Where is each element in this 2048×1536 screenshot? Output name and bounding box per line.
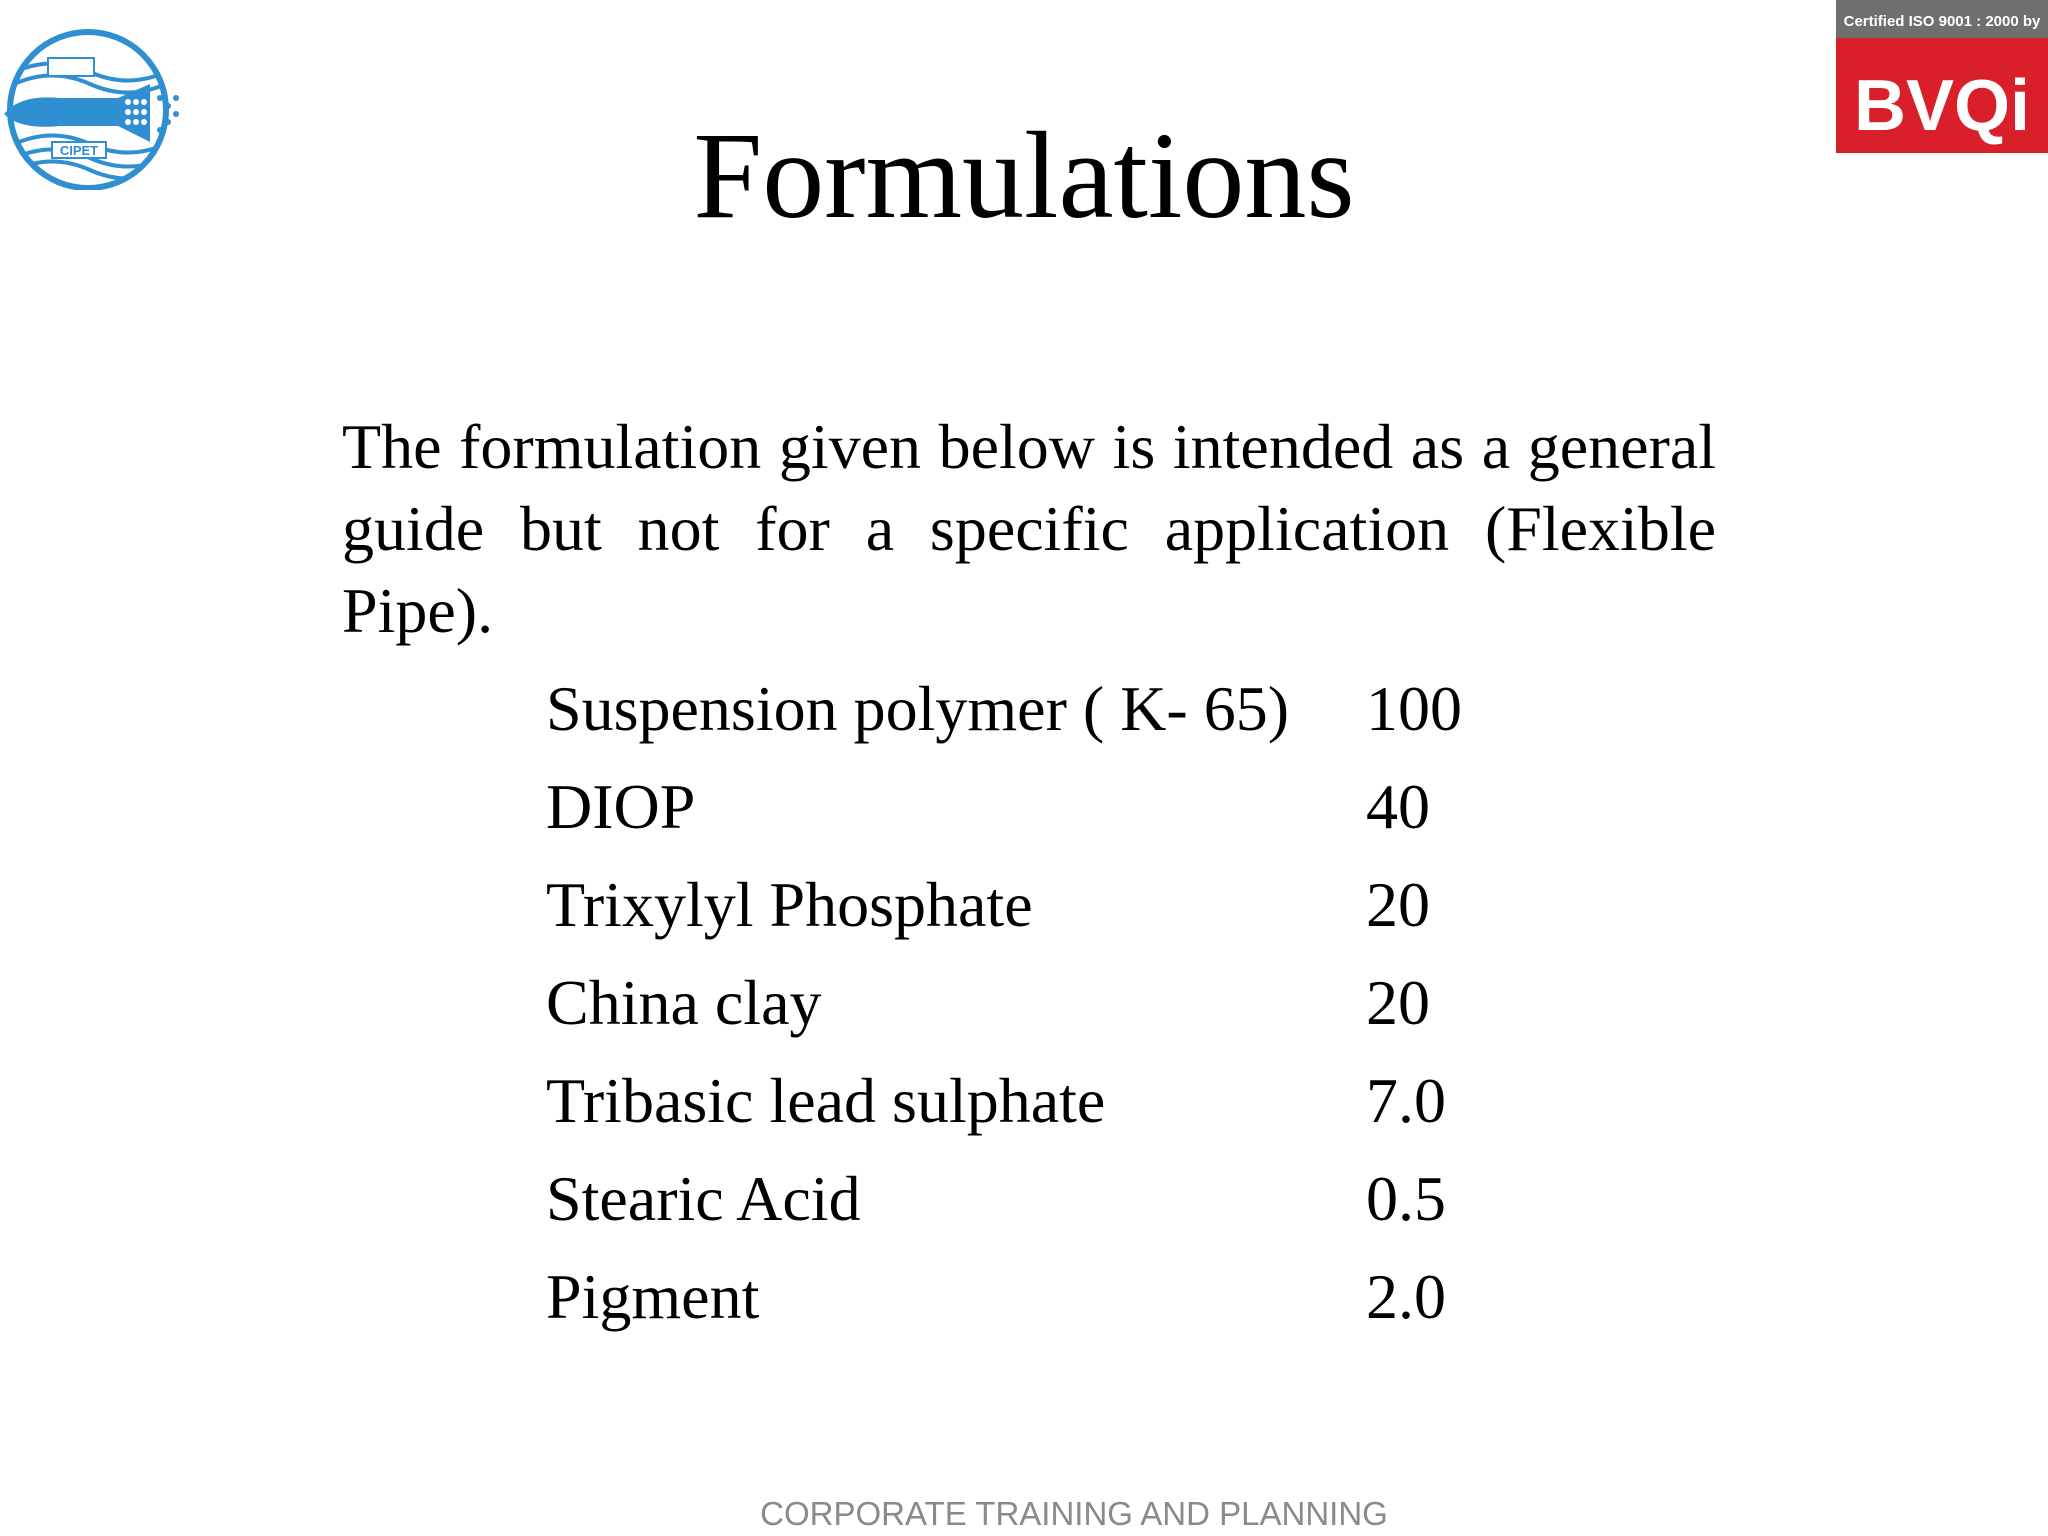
ingredient-amount: 40: [1366, 771, 1430, 842]
formulation-table: [546, 660, 1526, 1346]
ingredient-amount: 20: [1366, 869, 1430, 940]
ingredient-amount: 7.0: [1366, 1065, 1446, 1136]
ingredient-amount: 100: [1366, 673, 1462, 744]
cipet-logo-text: CIPET: [59, 143, 99, 158]
bvqi-logo-text: BVQi: [1853, 66, 2031, 146]
ingredient-name: Pigment: [546, 1261, 760, 1332]
ingredient-name: Tribasic lead sulphate: [546, 1065, 1106, 1136]
footer-text: CORPORATE TRAINING AND PLANNING: [760, 1495, 1388, 1532]
bvqi-caption: Certified ISO 9001 : 2000 by: [1843, 13, 2041, 30]
formula-row: [546, 1052, 1526, 1150]
page-title: Formulations: [693, 107, 1355, 244]
ingredient-name: Suspension polymer ( K- 65): [546, 673, 1290, 744]
ingredient-name: DIOP: [546, 771, 696, 842]
formula-row: [546, 856, 1526, 954]
formula-row: [546, 954, 1526, 1052]
formula-row: [546, 1248, 1526, 1346]
intro-paragraph: The formulation given below is intended as a general guide but not for a specific application (Flexible Pipe).: [342, 411, 1716, 646]
ingredient-name: Trixylyl Phosphate: [546, 869, 1033, 940]
formula-row: [546, 758, 1526, 856]
formula-row: [546, 1150, 1526, 1248]
ingredient-amount: 0.5: [1366, 1163, 1446, 1234]
ingredient-amount: 2.0: [1366, 1261, 1446, 1332]
ingredient-name: China clay: [546, 967, 822, 1038]
formula-row: [546, 660, 1526, 758]
ingredient-name: Stearic Acid: [546, 1163, 861, 1234]
ingredient-amount: 20: [1366, 967, 1430, 1038]
